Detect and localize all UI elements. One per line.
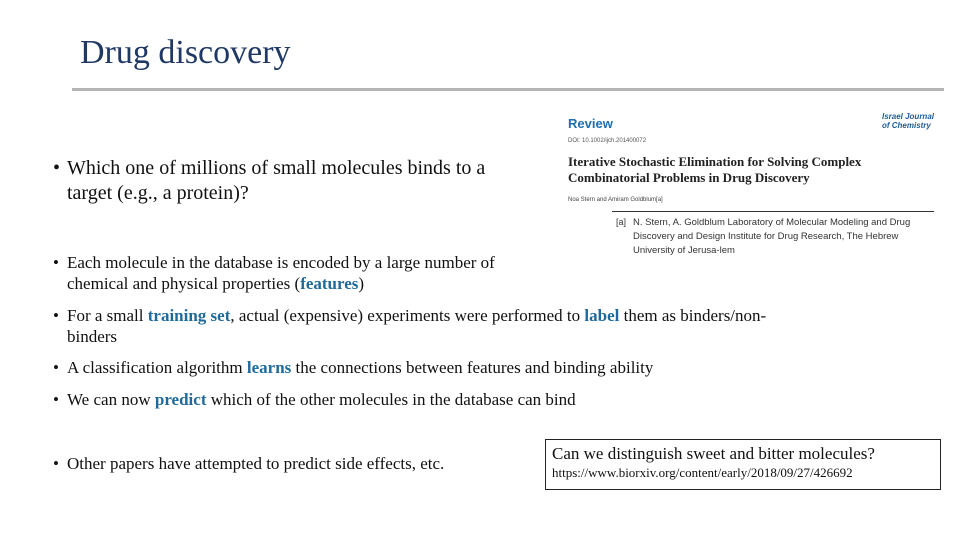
bullet-text: We can now predict which of the other molecules in the database can bind: [67, 390, 576, 409]
keyword-predict: predict: [154, 390, 207, 409]
paper-doi: DOI: 10.1002/ijch.201400072: [568, 138, 647, 144]
journal-logo: Israel Journal of Chemistry: [881, 112, 934, 130]
bullet-marker: •: [53, 157, 61, 179]
bullet-training-set: [53, 305, 813, 347]
bullet-marker: •: [53, 358, 59, 377]
bullet-marker: •: [53, 306, 59, 325]
question-box: [545, 439, 941, 490]
bullet-marker: •: [53, 390, 59, 409]
paper-title: Iterative Stochastic Elimination for Solving Complex Combinatorial Problems in Drug Discovery: [568, 154, 862, 185]
bullet-text: Each molecule in the database is encoded by a large number of chemical and physical properties (features): [67, 253, 495, 293]
paper-excerpt: [560, 110, 940, 285]
title-underline: [72, 88, 944, 91]
bullet-marker: •: [53, 253, 59, 272]
bullet-features: [53, 252, 523, 294]
bullet-classification: [53, 357, 853, 378]
bullet-predict: [53, 389, 853, 410]
keyword-training-set: training set: [147, 306, 231, 325]
bullet-target-binding: [53, 156, 533, 206]
paper-section-label: Review: [568, 116, 613, 131]
keyword-features: features: [300, 274, 359, 293]
paper-authors: Noa Stern and Amiram Goldblum[a]: [568, 197, 663, 203]
bullet-side-effects: [53, 453, 533, 474]
bullet-text: For a small training set, actual (expensive) experiments were performed to label them as binders/non-binders: [67, 306, 767, 346]
affiliation-tag: [a]: [616, 217, 627, 227]
bullet-text: Which one of millions of small molecules binds to a target (e.g., a protein)?: [67, 157, 486, 204]
bullet-text: A classification algorithm learns the connections between features and binding ability: [67, 358, 654, 377]
paper-affiliation: N. Stern, A. Goldblum Laboratory of Molecular Modeling and Drug Discovery and Design Institute for Drug Research, The Hebrew University of Jerusa-lem: [633, 217, 911, 256]
keyword-learns: learns: [246, 358, 292, 377]
slide-title: Drug discovery: [80, 34, 291, 71]
keyword-label: label: [584, 306, 620, 325]
affiliation-divider: [612, 211, 934, 212]
bullet-marker: •: [53, 454, 59, 473]
reference-link[interactable]: https://www.biorxiv.org/content/early/2018/09/27/426692: [552, 465, 853, 480]
bullet-text: Other papers have attempted to predict side effects, etc.: [67, 454, 445, 473]
question-text: Can we distinguish sweet and bitter molecules?: [552, 444, 875, 463]
